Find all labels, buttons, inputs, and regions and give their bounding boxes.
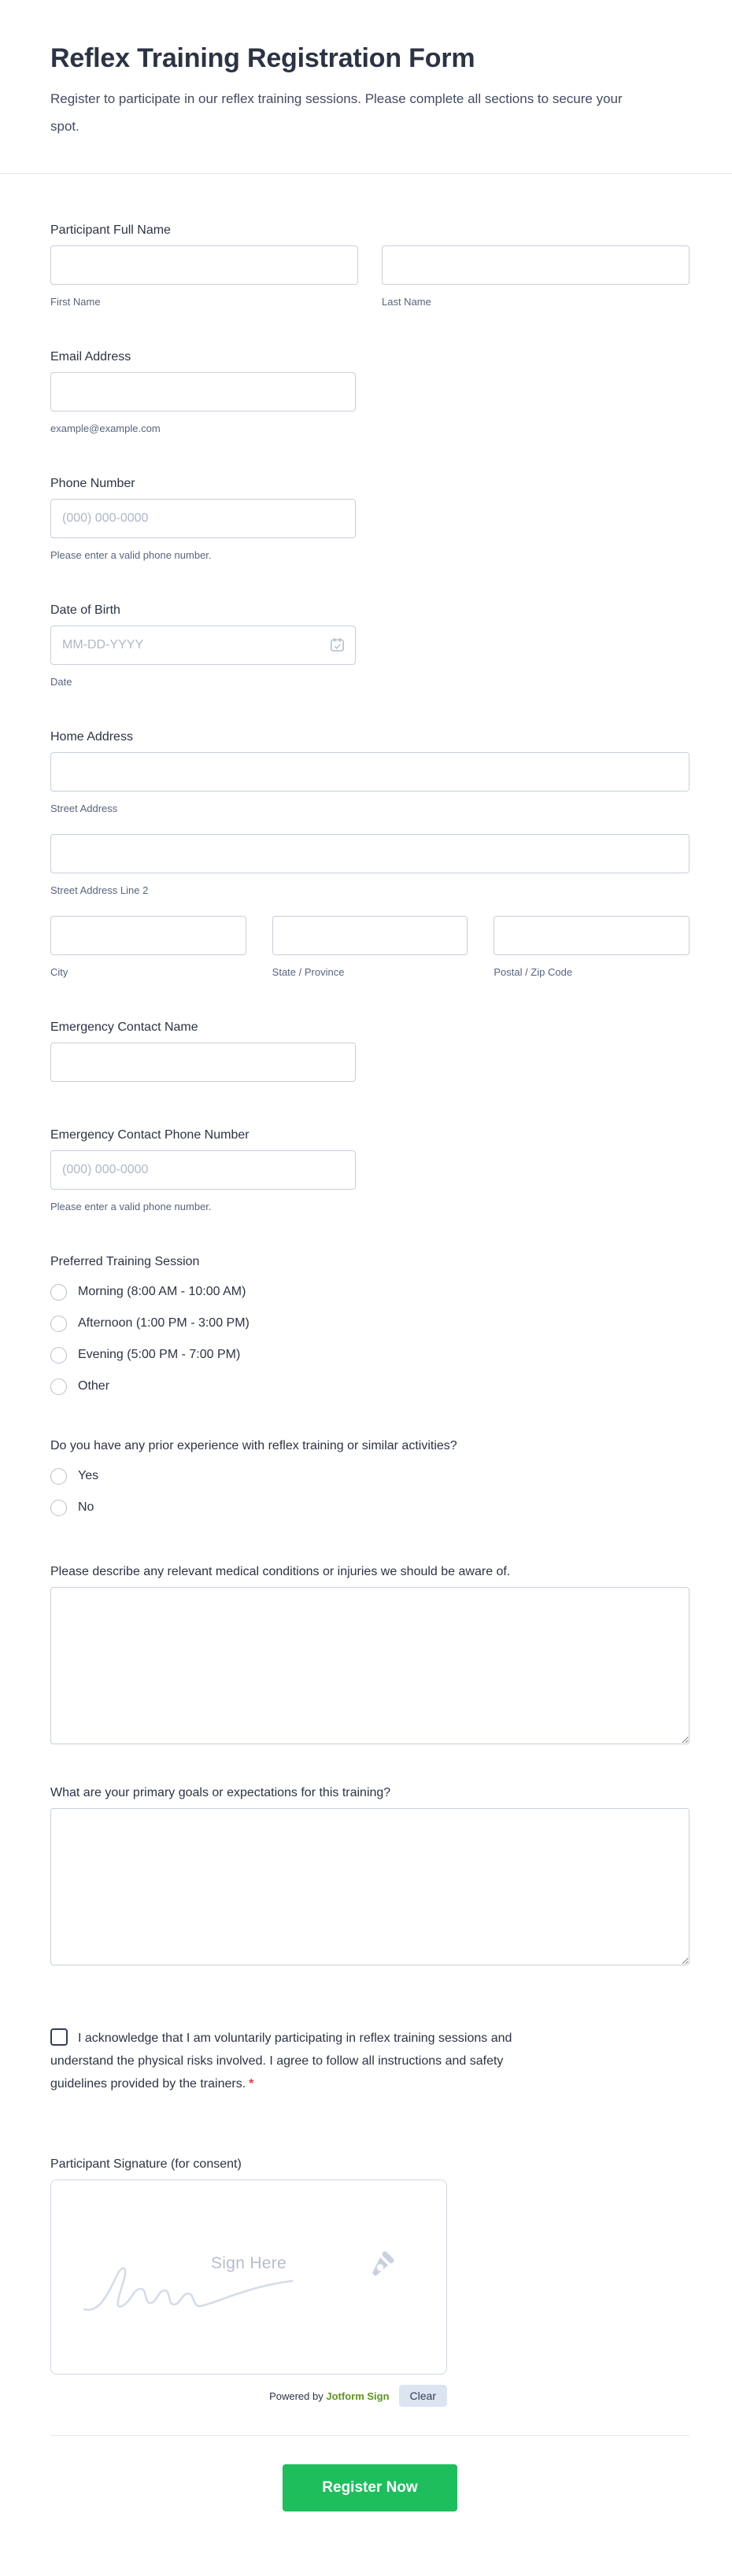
signature-pad[interactable] (50, 2179, 447, 2375)
submit-section (50, 2435, 689, 2568)
signature-footer (50, 2385, 447, 2407)
last-name-sublabel: Last Name (382, 296, 431, 308)
radio-icon[interactable] (50, 1347, 67, 1364)
signature-squiggle-icon (81, 2257, 333, 2320)
city-input[interactable] (50, 916, 246, 955)
form-body (0, 174, 732, 2568)
radio-icon[interactable] (50, 1316, 67, 1332)
pen-nib-icon (361, 2248, 397, 2284)
signature-label: Participant Signature (for consent) (50, 2157, 242, 2171)
goals-textarea[interactable] (50, 1808, 689, 1965)
medical-label: Please describe any relevant medical conditions or injuries we should be aware of. (50, 1565, 511, 1578)
dob-sublabel: Date (50, 676, 72, 688)
experience-option-no[interactable]: No (50, 1497, 689, 1519)
powered-by-text: Powered by Jotform Sign (269, 2390, 390, 2402)
field-emergency-phone (50, 1127, 689, 1213)
page-title: Reflex Training Registration Form (50, 43, 475, 73)
field-medical (50, 1564, 689, 1744)
street-address-sublabel: Street Address (50, 803, 118, 814)
field-goals (50, 1785, 689, 1965)
last-name-input[interactable] (382, 245, 689, 285)
field-experience (50, 1438, 689, 1519)
phone-input[interactable] (50, 499, 356, 538)
field-address (50, 729, 689, 979)
email-sublabel: example@example.com (50, 423, 161, 434)
medical-textarea[interactable] (50, 1587, 689, 1744)
street-address-input[interactable] (50, 752, 689, 792)
goals-label: What are your primary goals or expectations for this training? (50, 1786, 391, 1799)
zip-sublabel: Postal / Zip Code (494, 966, 573, 978)
city-sublabel: City (50, 966, 68, 978)
zip-input[interactable] (494, 916, 689, 955)
address-label: Home Address (50, 730, 133, 744)
consent-label: I acknowledge that I am voluntarily participating in reflex training sessions and understand the physical risks involved. I agree to follow all instructions and safety guidelines provided by the trainers. (50, 2032, 512, 2091)
jotform-sign-brand: Jotform Sign (326, 2390, 390, 2402)
field-dob (50, 603, 689, 688)
form-description: Register to participate in our reflex training sessions. Please complete all sections to secure your spot. (50, 91, 623, 134)
radio-icon[interactable] (50, 1468, 67, 1485)
radio-icon[interactable] (50, 1284, 67, 1301)
consent-checkbox[interactable] (50, 2028, 68, 2046)
dob-input[interactable] (50, 626, 356, 665)
email-label: Email Address (50, 350, 131, 364)
full-name-label: Participant Full Name (50, 223, 171, 237)
field-emergency-name (50, 1020, 689, 1082)
first-name-input[interactable] (50, 245, 358, 285)
required-asterisk: * (249, 2077, 254, 2091)
state-input[interactable] (272, 916, 468, 955)
first-name-sublabel: First Name (50, 296, 101, 308)
street-address2-sublabel: Street Address Line 2 (50, 884, 149, 896)
experience-option-yes[interactable]: Yes (50, 1465, 689, 1487)
emergency-phone-input[interactable] (50, 1150, 356, 1190)
field-signature (50, 2157, 689, 2407)
emergency-phone-label: Emergency Contact Phone Number (50, 1128, 250, 1142)
field-full-name (50, 223, 689, 308)
field-phone (50, 476, 689, 562)
session-label: Preferred Training Session (50, 1255, 200, 1268)
session-option-evening[interactable]: Evening (5:00 PM - 7:00 PM) (50, 1344, 689, 1366)
form-header (0, 0, 732, 174)
field-email (50, 349, 689, 435)
session-option-afternoon[interactable]: Afternoon (1:00 PM - 3:00 PM) (50, 1312, 689, 1334)
phone-sublabel: Please enter a valid phone number. (50, 549, 212, 561)
dob-label: Date of Birth (50, 603, 120, 617)
field-session (50, 1254, 689, 1397)
field-consent (50, 2027, 538, 2095)
clear-signature-button[interactable]: Clear (399, 2385, 447, 2407)
emergency-name-label: Emergency Contact Name (50, 1020, 198, 1034)
emergency-phone-sublabel: Please enter a valid phone number. (50, 1201, 212, 1212)
sign-here-text: Sign Here (210, 2253, 287, 2272)
email-input[interactable] (50, 372, 356, 411)
session-option-morning[interactable]: Morning (8:00 AM - 10:00 AM) (50, 1281, 689, 1303)
phone-label: Phone Number (50, 477, 135, 490)
street-address2-input[interactable] (50, 834, 689, 873)
radio-icon[interactable] (50, 1378, 67, 1395)
state-sublabel: State / Province (272, 966, 345, 978)
session-option-other[interactable]: Other (50, 1375, 689, 1397)
register-now-button[interactable]: Register Now (283, 2464, 457, 2511)
radio-icon[interactable] (50, 1500, 67, 1516)
emergency-name-input[interactable] (50, 1043, 356, 1082)
experience-label: Do you have any prior experience with reflex training or similar activities? (50, 1439, 457, 1452)
